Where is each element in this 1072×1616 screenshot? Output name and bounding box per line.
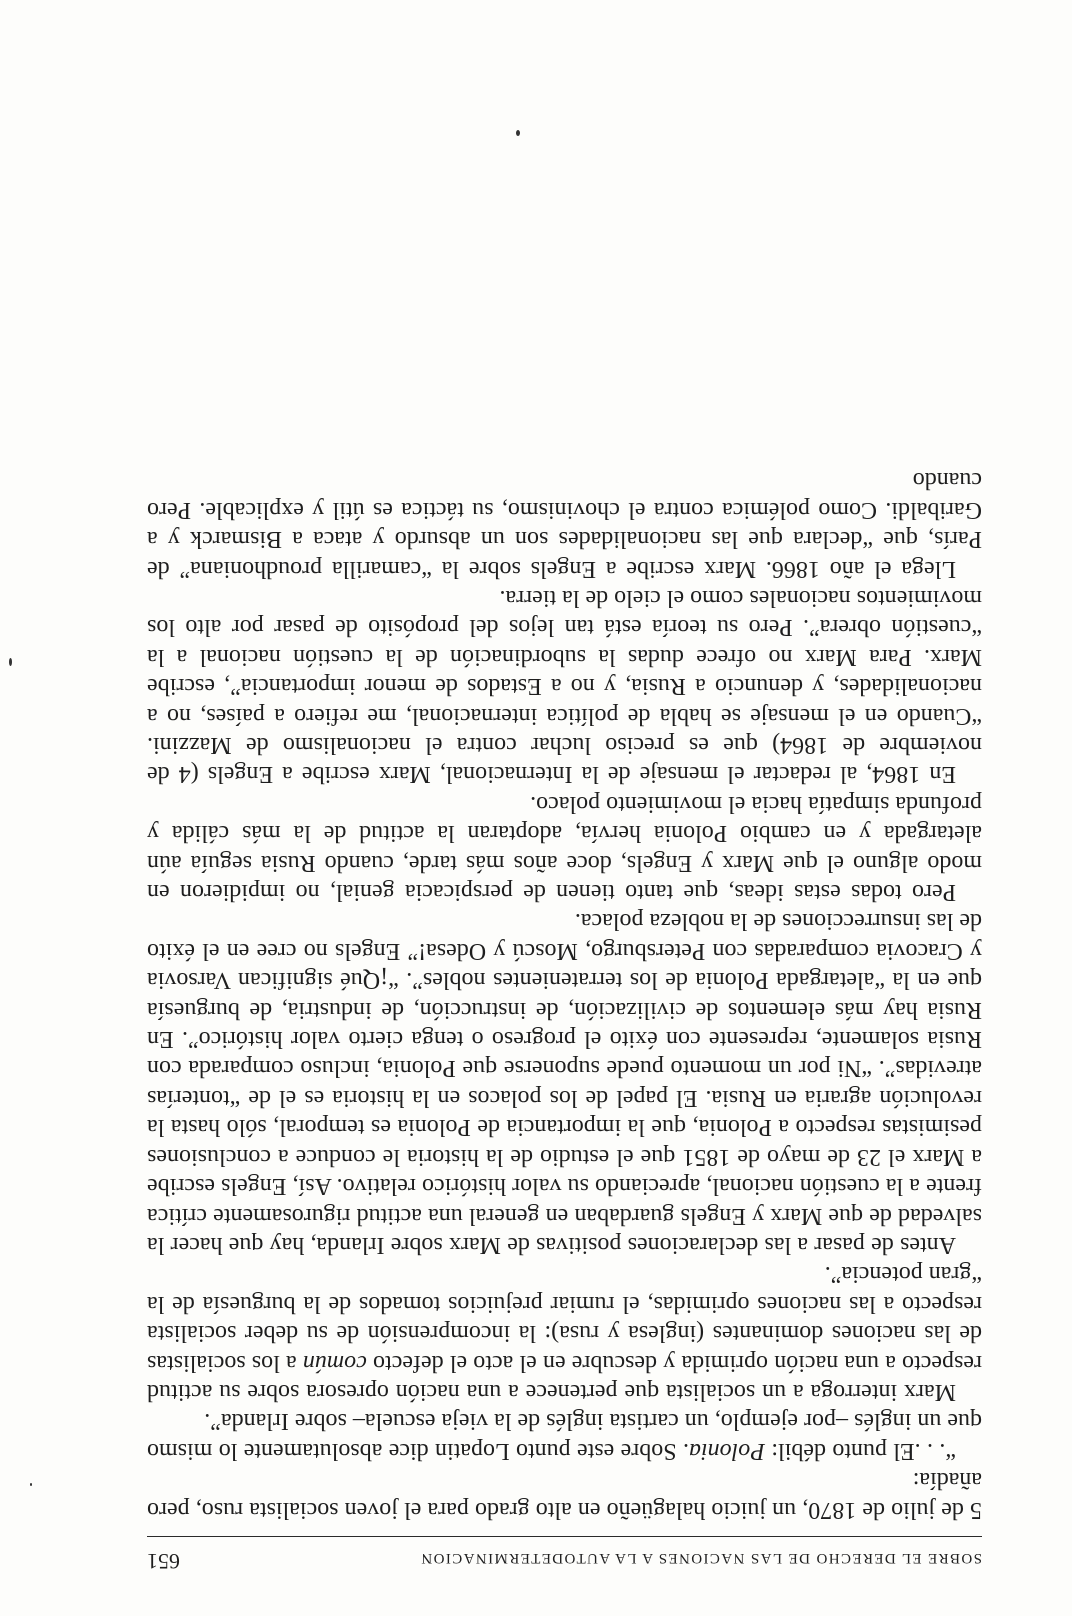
paragraph-3-text-start: Marx interroga a un socialista que pertenece a una nación opresora sobre su actitud respecto a una nación oprimida y descubre en el acto el defecto — [147, 1349, 982, 1405]
page-number: 651 — [147, 1549, 180, 1574]
paragraph-5 — [147, 788, 982, 906]
paragraph-2-text-end: . Sobre este punto Lopatin dice absolutamente lo mismo que un inglés –por ejemplo, un cartista inglés de la vieja escuela– sobre Irlanda”. — [147, 1408, 982, 1464]
paragraph-2-text-start: “. . .El punto débil: — [764, 1437, 956, 1464]
paragraph-7-text: Llega el año 1866. Marx escribe a Engels sobre la “camarilla proudhoniana” de París, que “declara que las nacionalidades son un absurdo y ataca a Bismarck y a Garibaldi. Como polémica contra el chovinismo, su táctica es útil y explicable. Pero cuando — [147, 467, 982, 582]
paragraph-1 — [147, 1465, 982, 1524]
paragraph-2-quote — [147, 1406, 982, 1465]
text-column — [147, 465, 982, 1576]
paragraph-4-text: Antes de pasar a las declaraciones positivas de Marx sobre Irlanda, hay que hacer la salvedad de que Marx y Engels guardaban en general una actitud rigurosamente crítica frente a la cuestión nacional, apreciando su valor histórico relativo. Así, Engels escribe a Marx el 23 de mayo de 1851 que el estudio de la historia le conduce a conclusiones pesimistas respecto a Polonia, que la importancia de Polonia es temporal, sólo hasta la revolución agraria en Rusia. El papel de los polacos en la historia es el de “tonterías atrevidas”. “Ni por un momento puede suponerse que Polonia, incluso comparada con Rusia solamente, represente con éxito el progreso o tenga cierto valor histórico”. En Rusia hay más elementos de civilización, de instrucción, de industria, de burguesía que en la “aletargada Polonia de los terratenientes nobles”. “¡Qué significan Varsovia y Cracovia comparadas con Petersburgo, Moscú y Odesa!” Engels no cree en el éxito de las insurrecciones de la nobleza polaca. — [147, 908, 982, 1258]
paragraph-7 — [147, 465, 982, 583]
running-header — [147, 1536, 982, 1576]
scan-speck — [9, 658, 12, 666]
paragraph-4 — [147, 906, 982, 1259]
running-title: SOBRE EL DERECHO DE LAS NACIONES A LA AUTODETERMINACION — [419, 1550, 982, 1566]
paragraph-3 — [147, 1259, 982, 1406]
paragraph-3-emphasis: común — [302, 1349, 367, 1376]
paragraph-3-text-end: a los socialistas de las naciones dominantes (inglesa y rusa): la incomprensión de su deber socialista respecto a las naciones oprimidas, el rumiar prejuicios tomados de la burguesía de la “gran potencia”. — [147, 1261, 982, 1376]
scan-speck — [516, 130, 520, 136]
paragraph-2-emphasis: Polonia — [688, 1437, 765, 1464]
scan-speck — [30, 1483, 32, 1486]
paragraph-6 — [147, 583, 982, 789]
paragraph-5-text: Pero todas estas ideas, que tanto tienen de perspicacia genial, no impidieron en modo alguno el que Marx y Engels, doce años más tarde, cuando Rusia seguía aún aletargada y en cambio Polonia hervía, adoptaran la actitud de la más cálida y profunda simpatía hacia el movimiento polaco. — [147, 790, 982, 906]
paragraph-6-text: En 1864, al redactar el mensaje de la Internacional, Marx escribe a Engels (4 de noviembre de 1864) que es preciso luchar contra el nacionalismo de Mazzini. “Cuando en el mensaje se habla de política internacional, me refiero a países, no a nacionalidades, y denuncio a Rusia, y no a Estados de menor importancia”, escribe Marx. Para Marx no ofrece dudas la subordinación de la cuestión nacional a la “cuestión obrera”. Pero su teoría está tan lejos del propósito de pasar por alto los movimientos nacionales como el cielo de la tierra. — [147, 585, 982, 788]
paragraph-1-text: 5 de julio de 1870, un juicio halagüeño en alto grado para el joven socialista ruso, pero añadía: — [147, 1467, 982, 1523]
